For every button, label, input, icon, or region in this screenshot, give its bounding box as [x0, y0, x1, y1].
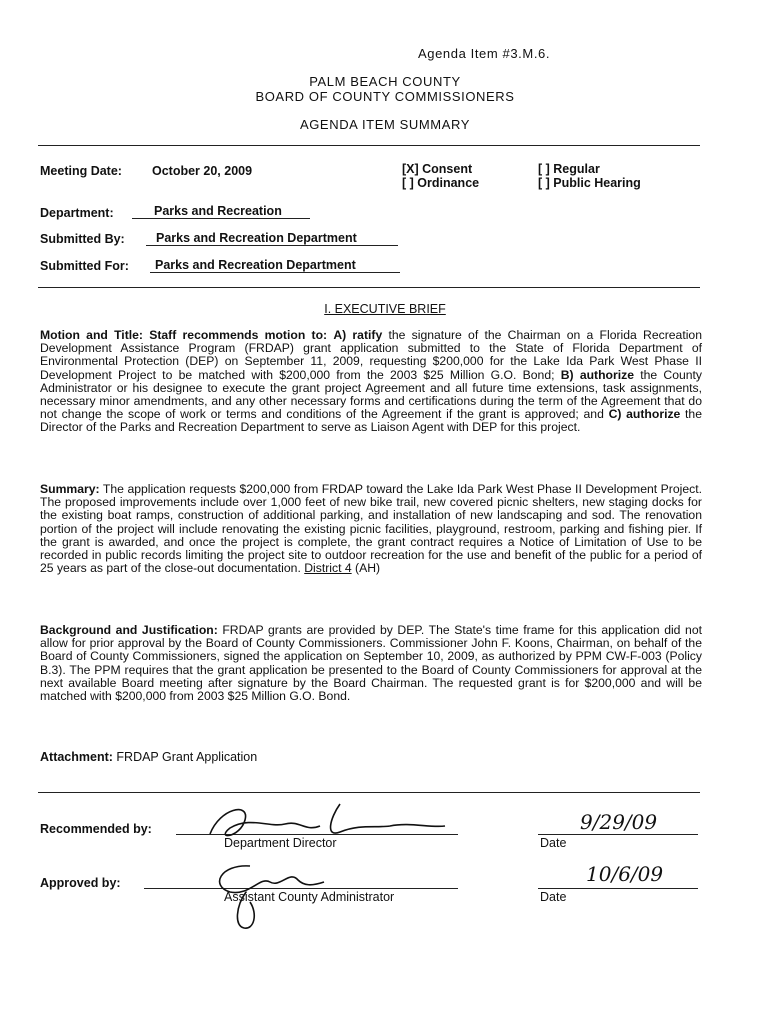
recommended-by-label: Recommended by: [40, 822, 152, 836]
public-hearing-checkbox: [ ] Public Hearing [538, 176, 641, 190]
submitted-by-value: Parks and Recreation Department [156, 231, 357, 245]
background-paragraph [40, 624, 702, 703]
agenda-item-number: Agenda Item #3.M.6. [418, 46, 551, 61]
fields-rule [38, 287, 700, 288]
recommended-date-line [538, 834, 698, 835]
signature-rule [38, 792, 700, 793]
regular-checkbox: [ ] Regular [538, 162, 600, 176]
motion-a-text: the signature of the Chairman on a Florida Recreation Development Assistance Program (FRDAP) grant application submitted to the State of Florida Department of Environmental Protection (DEP) on September 11, 2009, requesting $200,000 for the Lake Ida Park West Phase II Development Project to be matched with $200,000 from the 2003 $25 Million G.O. Bond; [40, 328, 702, 382]
approved-date-line [538, 888, 698, 889]
submitted-for-value: Parks and Recreation Department [155, 258, 356, 272]
submitted-by-underline [146, 245, 398, 246]
submitted-by-label: Submitted By: [40, 232, 125, 246]
recommended-date: 9/29/09 [580, 810, 658, 834]
motion-b-text: the County Administrator or his designee to execute the grant project Agreement and all future time extensions, task assignments, necessary minor amendments, and any other necessary forms and certifications during the term of the Agreement that do not change the scope of work or terms and conditions of the Agreement if the grant is approved; and [40, 367, 703, 422]
department-underline [132, 218, 310, 219]
department-value: Parks and Recreation [154, 204, 282, 218]
attachment-label: Attachment: [40, 750, 113, 764]
consent-checkbox: [X] Consent [402, 162, 473, 176]
motion-b-label: B) authorize [560, 367, 634, 382]
approved-date-label: Date [540, 890, 567, 904]
approved-title: Assistant County Administrator [224, 890, 395, 904]
attachment-line [40, 750, 257, 764]
motion-label: Motion and Title: Staff recommends motion to: [40, 328, 328, 342]
summary-paragraph [40, 483, 702, 575]
attachment-text: FRDAP Grant Application [116, 750, 258, 764]
district-suffix: (AH) [355, 561, 381, 576]
submitted-for-underline [150, 272, 400, 273]
background-text: FRDAP grants are provided by DEP. The State's time frame for this application did not allow for prior approval by the Board of County Commissioners. Commissioner John F. Koons, Chairman, on behalf of the Board of County Commissioners, signed the application on September 10, 2009, as authorized by PPM CW-F-003 (Policy B.3). The PPM requires that the grant application be presented to the Board of County Commissioners for approval at the next available Board meeting after signature by the Board Chairman. The requested grant is for $200,000 and will be matched with $200,000 from 2003 $25 Million G.O. Bond. [40, 623, 702, 704]
ordinance-checkbox: [ ] Ordinance [402, 176, 480, 190]
county-name: PALM BEACH COUNTY [309, 74, 461, 89]
background-label: Background and Justification: [40, 623, 218, 637]
executive-brief-heading: I. EXECUTIVE BRIEF [324, 302, 446, 316]
summary-title: AGENDA ITEM SUMMARY [299, 117, 471, 132]
submitted-for-label: Submitted For: [40, 259, 129, 273]
recommended-title: Department Director [224, 836, 337, 850]
district-text: District 4 [304, 561, 352, 576]
motion-c-text: the Director of the Parks and Recreation Department to serve as Liaison Agent with DEP for this project. [40, 407, 702, 435]
approved-by-label: Approved by: [40, 876, 121, 890]
motion-paragraph [40, 329, 702, 435]
summary-text: The application requests $200,000 from FRDAP toward the Lake Ida Park West Phase II Development Project. The proposed improvements include over 1,000 feet of new bike trail, new covered picnic shelters, new staging docks for the existing boat ramps, construction of additional parking, and installation of new landscaping and sod. The renovation portion of the project will include renovating the existing picnic facilities, playground, restroom, parking and fishing pier. If the grant is awarded, and once the project is complete, the grant contract requires a Notice of Limitation of Use to be recorded in public records limiting the project site to outdoor recreation for the use and benefit of the public for a period of 25 years as part of the close-out documentation. [40, 482, 702, 576]
meeting-date-value: October 20, 2009 [152, 164, 253, 178]
department-label: Department: [40, 206, 114, 220]
motion-a-label: A) ratify [333, 328, 383, 342]
summary-label: Summary: [40, 482, 100, 496]
approved-date: 10/6/09 [586, 862, 664, 886]
recommended-date-label: Date [540, 836, 567, 850]
board-name: BOARD OF COUNTY COMMISSIONERS [255, 89, 515, 104]
meeting-date-label: Meeting Date: [40, 164, 122, 178]
header-rule [38, 145, 700, 146]
motion-c-label: C) authorize [608, 407, 681, 422]
